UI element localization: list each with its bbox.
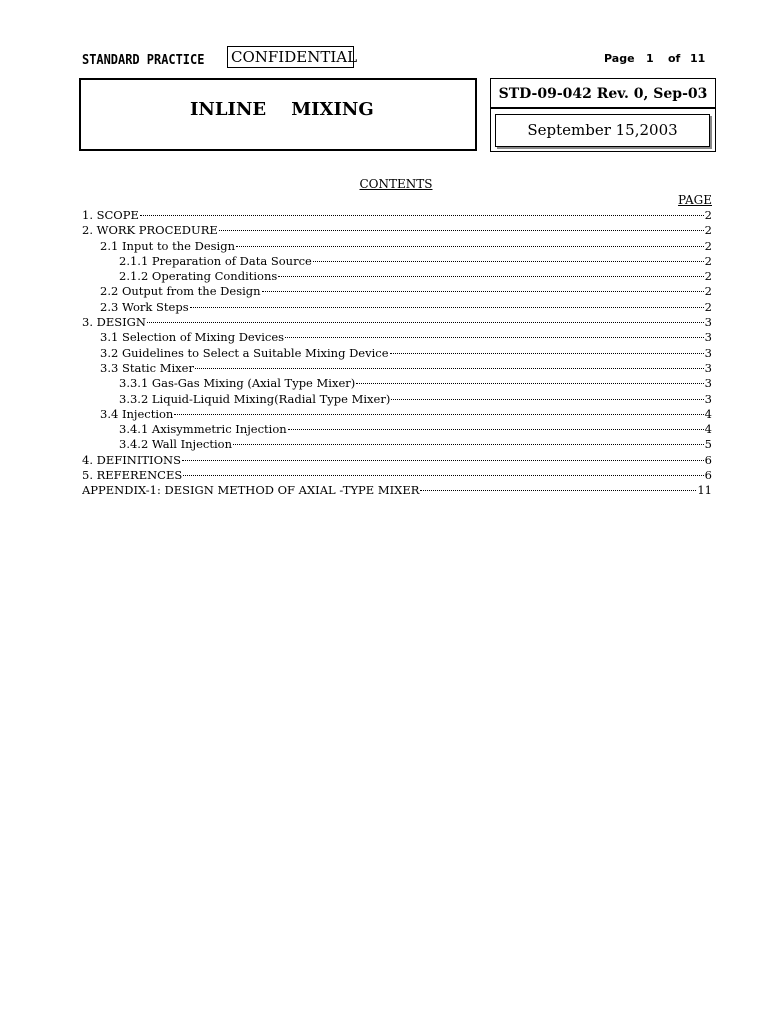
toc-entry-page: 3 xyxy=(704,345,712,360)
toc-entry-page: 6 xyxy=(704,452,712,467)
toc-entry xyxy=(82,392,712,407)
toc-entry xyxy=(82,468,712,483)
toc-entry xyxy=(82,223,712,238)
toc-entry-page: 2 xyxy=(704,223,712,238)
toc-dot-leader xyxy=(140,215,704,216)
toc-entry-page: 5 xyxy=(704,437,712,452)
toc-entry xyxy=(82,269,712,284)
toc-entry xyxy=(82,437,712,452)
toc-dot-leader xyxy=(285,337,704,338)
page-column-heading: PAGE xyxy=(678,193,712,207)
toc-dot-leader xyxy=(313,261,704,262)
toc-entry-title: 3. DESIGN xyxy=(82,315,146,330)
toc-entry-page: 3 xyxy=(704,330,712,345)
toc-dot-leader xyxy=(174,414,703,415)
toc-dot-leader xyxy=(233,444,704,445)
toc-entry-title: 3.3.1 Gas-Gas Mixing (Axial Type Mixer) xyxy=(119,376,356,391)
toc-entry-page: 3 xyxy=(704,391,712,406)
page-indicator xyxy=(604,52,705,65)
toc-entry-title: 3.4.1 Axisymmetric Injection xyxy=(119,422,287,437)
toc-entry-page: 2 xyxy=(704,284,712,299)
toc-entry-page: 3 xyxy=(704,376,712,391)
toc-entry xyxy=(82,361,712,376)
toc-entry-page: 2 xyxy=(704,299,712,314)
toc-entry-page: 3 xyxy=(704,360,712,375)
toc-entry xyxy=(82,453,712,468)
toc-dot-leader xyxy=(420,490,696,491)
toc-entry-title: 1. SCOPE xyxy=(82,208,139,222)
toc-entry-title: 4. DEFINITIONS xyxy=(82,452,181,467)
toc-entry-page: 4 xyxy=(704,406,712,421)
toc-dot-leader xyxy=(147,322,704,323)
toc-entry xyxy=(82,330,712,345)
document-title: INLINE MIXING xyxy=(190,99,374,120)
toc-entry-title: 3.4 Injection xyxy=(100,406,174,421)
toc-entry xyxy=(82,254,712,269)
page-current: 1 xyxy=(646,52,654,65)
toc-entry xyxy=(82,239,712,254)
standard-number: STD-09-042 Rev. 0, Sep-03 xyxy=(491,79,715,109)
toc-entry xyxy=(82,208,712,223)
toc-entry-page: 3 xyxy=(704,315,712,330)
toc-dot-leader xyxy=(236,246,704,247)
document-date: September 15,2003 xyxy=(495,114,710,147)
toc-entry-title: 2.3 Work Steps xyxy=(100,299,189,314)
toc-entry xyxy=(82,300,712,315)
toc-dot-leader xyxy=(190,307,704,308)
toc-entry-page: 2 xyxy=(704,253,712,268)
toc-dot-leader xyxy=(219,230,704,231)
toc-entry-page: 4 xyxy=(704,422,712,437)
confidential-label: CONFIDENTIAL xyxy=(227,46,354,68)
page-of-label: of xyxy=(668,52,681,65)
toc-entry-page: 6 xyxy=(704,468,712,483)
toc-entry-title: 2.1 Input to the Design xyxy=(100,238,236,253)
standard-practice-label: STANDARD PRACTICE xyxy=(82,52,205,68)
toc-entry-title: APPENDIX-1: DESIGN METHOD OF AXIAL -TYPE MIXER xyxy=(82,483,420,498)
toc-entry-title: 5. REFERENCES xyxy=(82,468,183,483)
toc-entry-title: 3.3.2 Liquid-Liquid Mixing(Radial Type Mixer) xyxy=(119,391,391,406)
toc-entry xyxy=(82,422,712,437)
toc-entry-page: 2 xyxy=(704,238,712,253)
toc-entry-page: 11 xyxy=(697,483,712,498)
toc-dot-leader xyxy=(288,429,704,430)
toc-dot-leader xyxy=(390,353,704,354)
toc-dot-leader xyxy=(262,291,704,292)
toc-dot-leader xyxy=(183,475,703,476)
toc-dot-leader xyxy=(278,276,703,277)
toc-entry xyxy=(82,346,712,361)
toc-entry xyxy=(82,407,712,422)
toc-entry-title: 2.2 Output from the Design xyxy=(100,284,261,299)
table-of-contents xyxy=(82,208,712,499)
toc-dot-leader xyxy=(195,368,704,369)
toc-entry-title: 3.4.2 Wall Injection xyxy=(119,437,232,452)
toc-entry xyxy=(82,376,712,391)
page-label: Page xyxy=(604,52,635,65)
toc-entry-title: 2. WORK PROCEDURE xyxy=(82,223,218,238)
toc-entry-title: 3.2 Guidelines to Select a Suitable Mixing Device xyxy=(100,345,389,360)
page-total: 11 xyxy=(690,52,706,65)
document-header xyxy=(82,48,215,72)
toc-entry-title: 3.1 Selection of Mixing Devices xyxy=(100,330,285,345)
toc-entry-title: 2.1.1 Preparation of Data Source xyxy=(119,253,312,268)
toc-entry-title: 3.3 Static Mixer xyxy=(100,360,194,375)
toc-dot-leader xyxy=(356,383,703,384)
toc-entry-title: 2.1.2 Operating Conditions xyxy=(119,269,278,284)
contents-heading: CONTENTS xyxy=(359,177,433,191)
toc-dot-leader xyxy=(391,399,703,400)
toc-entry-page: 2 xyxy=(704,269,712,284)
toc-dot-leader xyxy=(182,460,704,461)
toc-entry xyxy=(82,315,712,330)
toc-entry xyxy=(82,483,712,498)
toc-entry xyxy=(82,284,712,299)
toc-entry-page: 2 xyxy=(704,208,712,222)
